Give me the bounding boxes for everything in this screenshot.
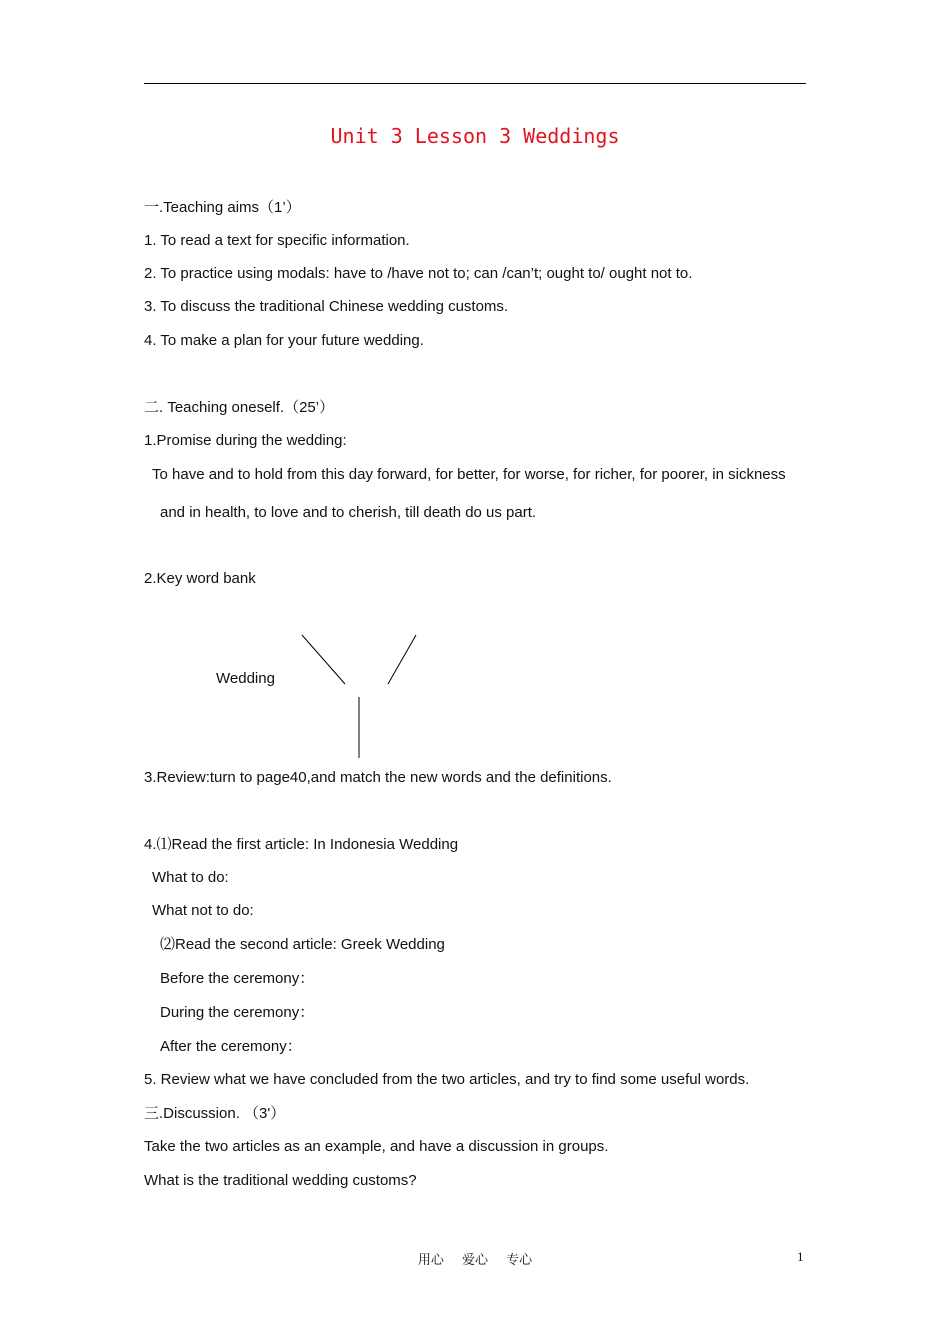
diagram-branch-right: [388, 635, 416, 684]
aim-item: 4. To make a plan for your future wedding.: [144, 332, 424, 349]
review-instruction: 3.Review:turn to page40,and match the new words and the definitions.: [144, 769, 612, 786]
article2-heading: ⑵Read the second article: Greek Wedding: [160, 936, 445, 953]
discussion-heading: 三.Discussion. （3'）: [144, 1105, 286, 1122]
diagram-branch-left: [302, 635, 345, 684]
keyword-heading: 2.Key word bank: [144, 570, 256, 587]
promise-heading: 1.Promise during the wedding:: [144, 432, 347, 449]
header-rule: [144, 83, 806, 84]
promise-text-line-2: and in health, to love and to cherish, till death do us part.: [160, 504, 537, 521]
discussion-question: What is the traditional wedding customs?: [144, 1172, 417, 1189]
discussion-instruction: Take the two articles as an example, and have a discussion in groups.: [144, 1138, 609, 1155]
article1-heading: 4.⑴Read the first article: In Indonesia Wedding: [144, 836, 459, 853]
after-ceremony-label: After the ceremony：: [160, 1038, 302, 1055]
what-to-do-label: What to do:: [152, 869, 229, 886]
aims-heading: 一.Teaching aims（1’）: [144, 199, 301, 216]
footer-motto: 用心 爱心 专心: [417, 1253, 533, 1268]
page-number: 1: [797, 1249, 804, 1264]
review-articles-instruction: 5. Review what we have concluded from the two articles, and try to find some useful words.: [144, 1071, 750, 1088]
before-ceremony-label: Before the ceremony：: [160, 970, 315, 987]
diagram-center-label: Wedding: [216, 670, 275, 687]
oneself-heading: 二. Teaching oneself.（25’）: [144, 399, 335, 416]
page-title: Unit 3 Lesson 3 Weddings: [330, 124, 620, 148]
promise-text-line-1: To have and to hold from this day forward, for better, for worse, for richer, for poorer, in sickness: [152, 466, 786, 483]
aim-item: 3. To discuss the traditional Chinese wedding customs.: [144, 298, 509, 315]
what-not-to-do-label: What not to do:: [152, 902, 254, 919]
aim-item: 1. To read a text for specific information.: [144, 232, 410, 249]
during-ceremony-label: During the ceremony：: [160, 1004, 315, 1021]
aim-item: 2. To practice using modals: have to /have not to; can /can’t; ought to/ ought not to.: [144, 265, 693, 282]
